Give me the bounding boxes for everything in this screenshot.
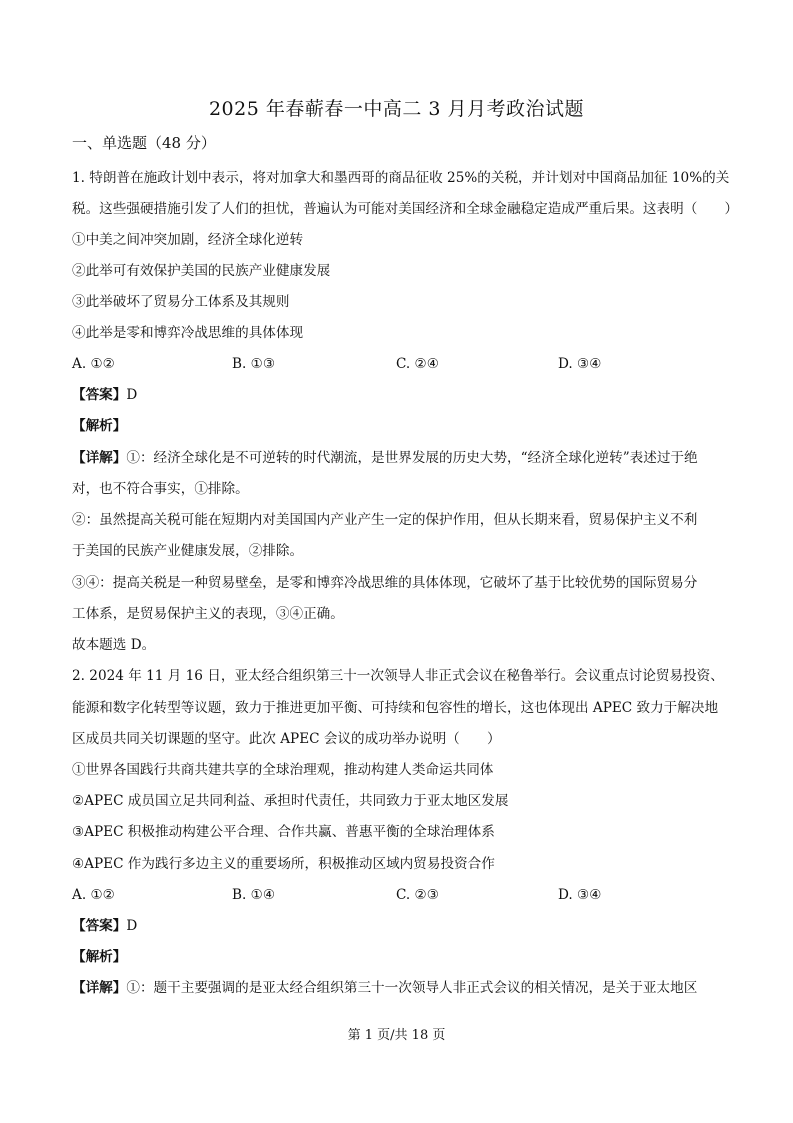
q2-analysis-tag: 【解析】 [72,949,127,965]
q2-item-1: ①世界各国践行共商共建共享的全球治理观，推动构建人类命运共同体 [72,762,494,778]
q1-detail-line-6: 工体系，是贸易保护主义的表现，③④正确。 [72,606,344,622]
q2-option-a: A. ①② [72,887,115,903]
q1-analysis-tag: 【解析】 [72,418,127,434]
q2-stem-line-3: 区成员共同关切课题的坚守。此次 APEC 会议的成功举办说明（ ） [72,731,501,747]
q1-detail-line-5: ③④：提高关税是一种贸易壁垒，是零和博弈冷战思维的具体体现，它破坏了基于比较优势的国际贸易分 [72,575,698,591]
q2-answer [72,916,137,936]
q2-stem-line-2: 能源和数字化转型等议题，致力于推进更加平衡、可持续和包容性的增长，这也体现出 APEC 致力于解决地 [72,700,719,716]
q1-answer-tag: 【答案】 [72,387,127,403]
page-footer: 第 1 页/共 18 页 [347,1028,446,1043]
q2-detail-tag: 【详解】 [72,980,127,996]
q1-item-2: ②此举可有效保护美国的民族产业健康发展 [72,263,331,279]
q2-option-d: D. ③④ [558,887,602,903]
q1-item-4: ④此举是零和博弈冷战思维的具体体现 [72,325,304,341]
q1-item-1: ①中美之间冲突加剧，经济全球化逆转 [72,232,304,248]
section-heading: 一、单选题（48 分） [72,134,216,152]
q2-item-3: ③APEC 积极推动构建公平合理、合作共赢、普惠平衡的全球治理体系 [72,824,495,840]
q2-option-b: B. ①④ [232,887,276,903]
q1-detail-line-4: 于美国的民族产业健康发展，②排除。 [72,543,304,559]
q1-option-d: D. ③④ [558,356,602,372]
q1-option-b: B. ①③ [232,356,276,372]
q1-detail-line-2: 对，也不符合事实，①排除。 [72,481,249,497]
q2-item-4: ④APEC 作为践行多边主义的重要场所，积极推动区域内贸易投资合作 [72,856,495,872]
q1-stem-line-2: 税。这些强硬措施引发了人们的担忧，普遍认为可能对美国经济和全球金融稳定造成严重后果。这表明（ ） [72,201,739,217]
q2-answer-tag: 【答案】 [72,918,127,934]
q1-stem-line-1: 1. 特朗普在施政计划中表示，将对加拿大和墨西哥的商品征收 25%的关税，并计划对中国商品加征 10%的关 [72,170,730,186]
q1-answer [72,385,137,405]
q2-detail-text-1: ①：题干主要强调的是亚太经合组织第三十一次领导人非正式会议的相关情况，是关于亚太地区 [126,980,698,996]
q2-answer-value: D [126,918,138,934]
q2-option-c: C. ②③ [396,887,439,903]
q2-item-2: ②APEC 成员国立足共同利益、承担时代责任，共同致力于亚太地区发展 [72,793,509,809]
q1-detail-line-1 [72,448,698,468]
q1-option-c: C. ②④ [396,356,439,372]
page-title: 2025 年春蕲春一中高二 3 月月考政治试题 [208,98,585,120]
q1-detail-text-1: ①：经济全球化是不可逆转的时代潮流，是世界发展的历史大势，“经济全球化逆转”表述过于绝 [126,450,698,466]
q1-conclusion: 故本题选 D。 [72,637,156,653]
q2-stem-line-1: 2. 2024 年 11 月 16 日，亚太经合组织第三十一次领导人非正式会议在秘鲁举行。会议重点讨论贸易投资、 [72,668,724,684]
q2-detail-line-1 [72,978,697,998]
q1-option-a: A. ①② [72,356,115,372]
q1-detail-line-3: ②：虽然提高关税可能在短期内对美国国内产业产生一定的保护作用，但从长期来看，贸易保护主义不利 [72,512,698,528]
q1-detail-tag: 【详解】 [72,450,127,466]
q1-answer-value: D [126,387,138,403]
q1-item-3: ③此举破坏了贸易分工体系及其规则 [72,294,290,310]
